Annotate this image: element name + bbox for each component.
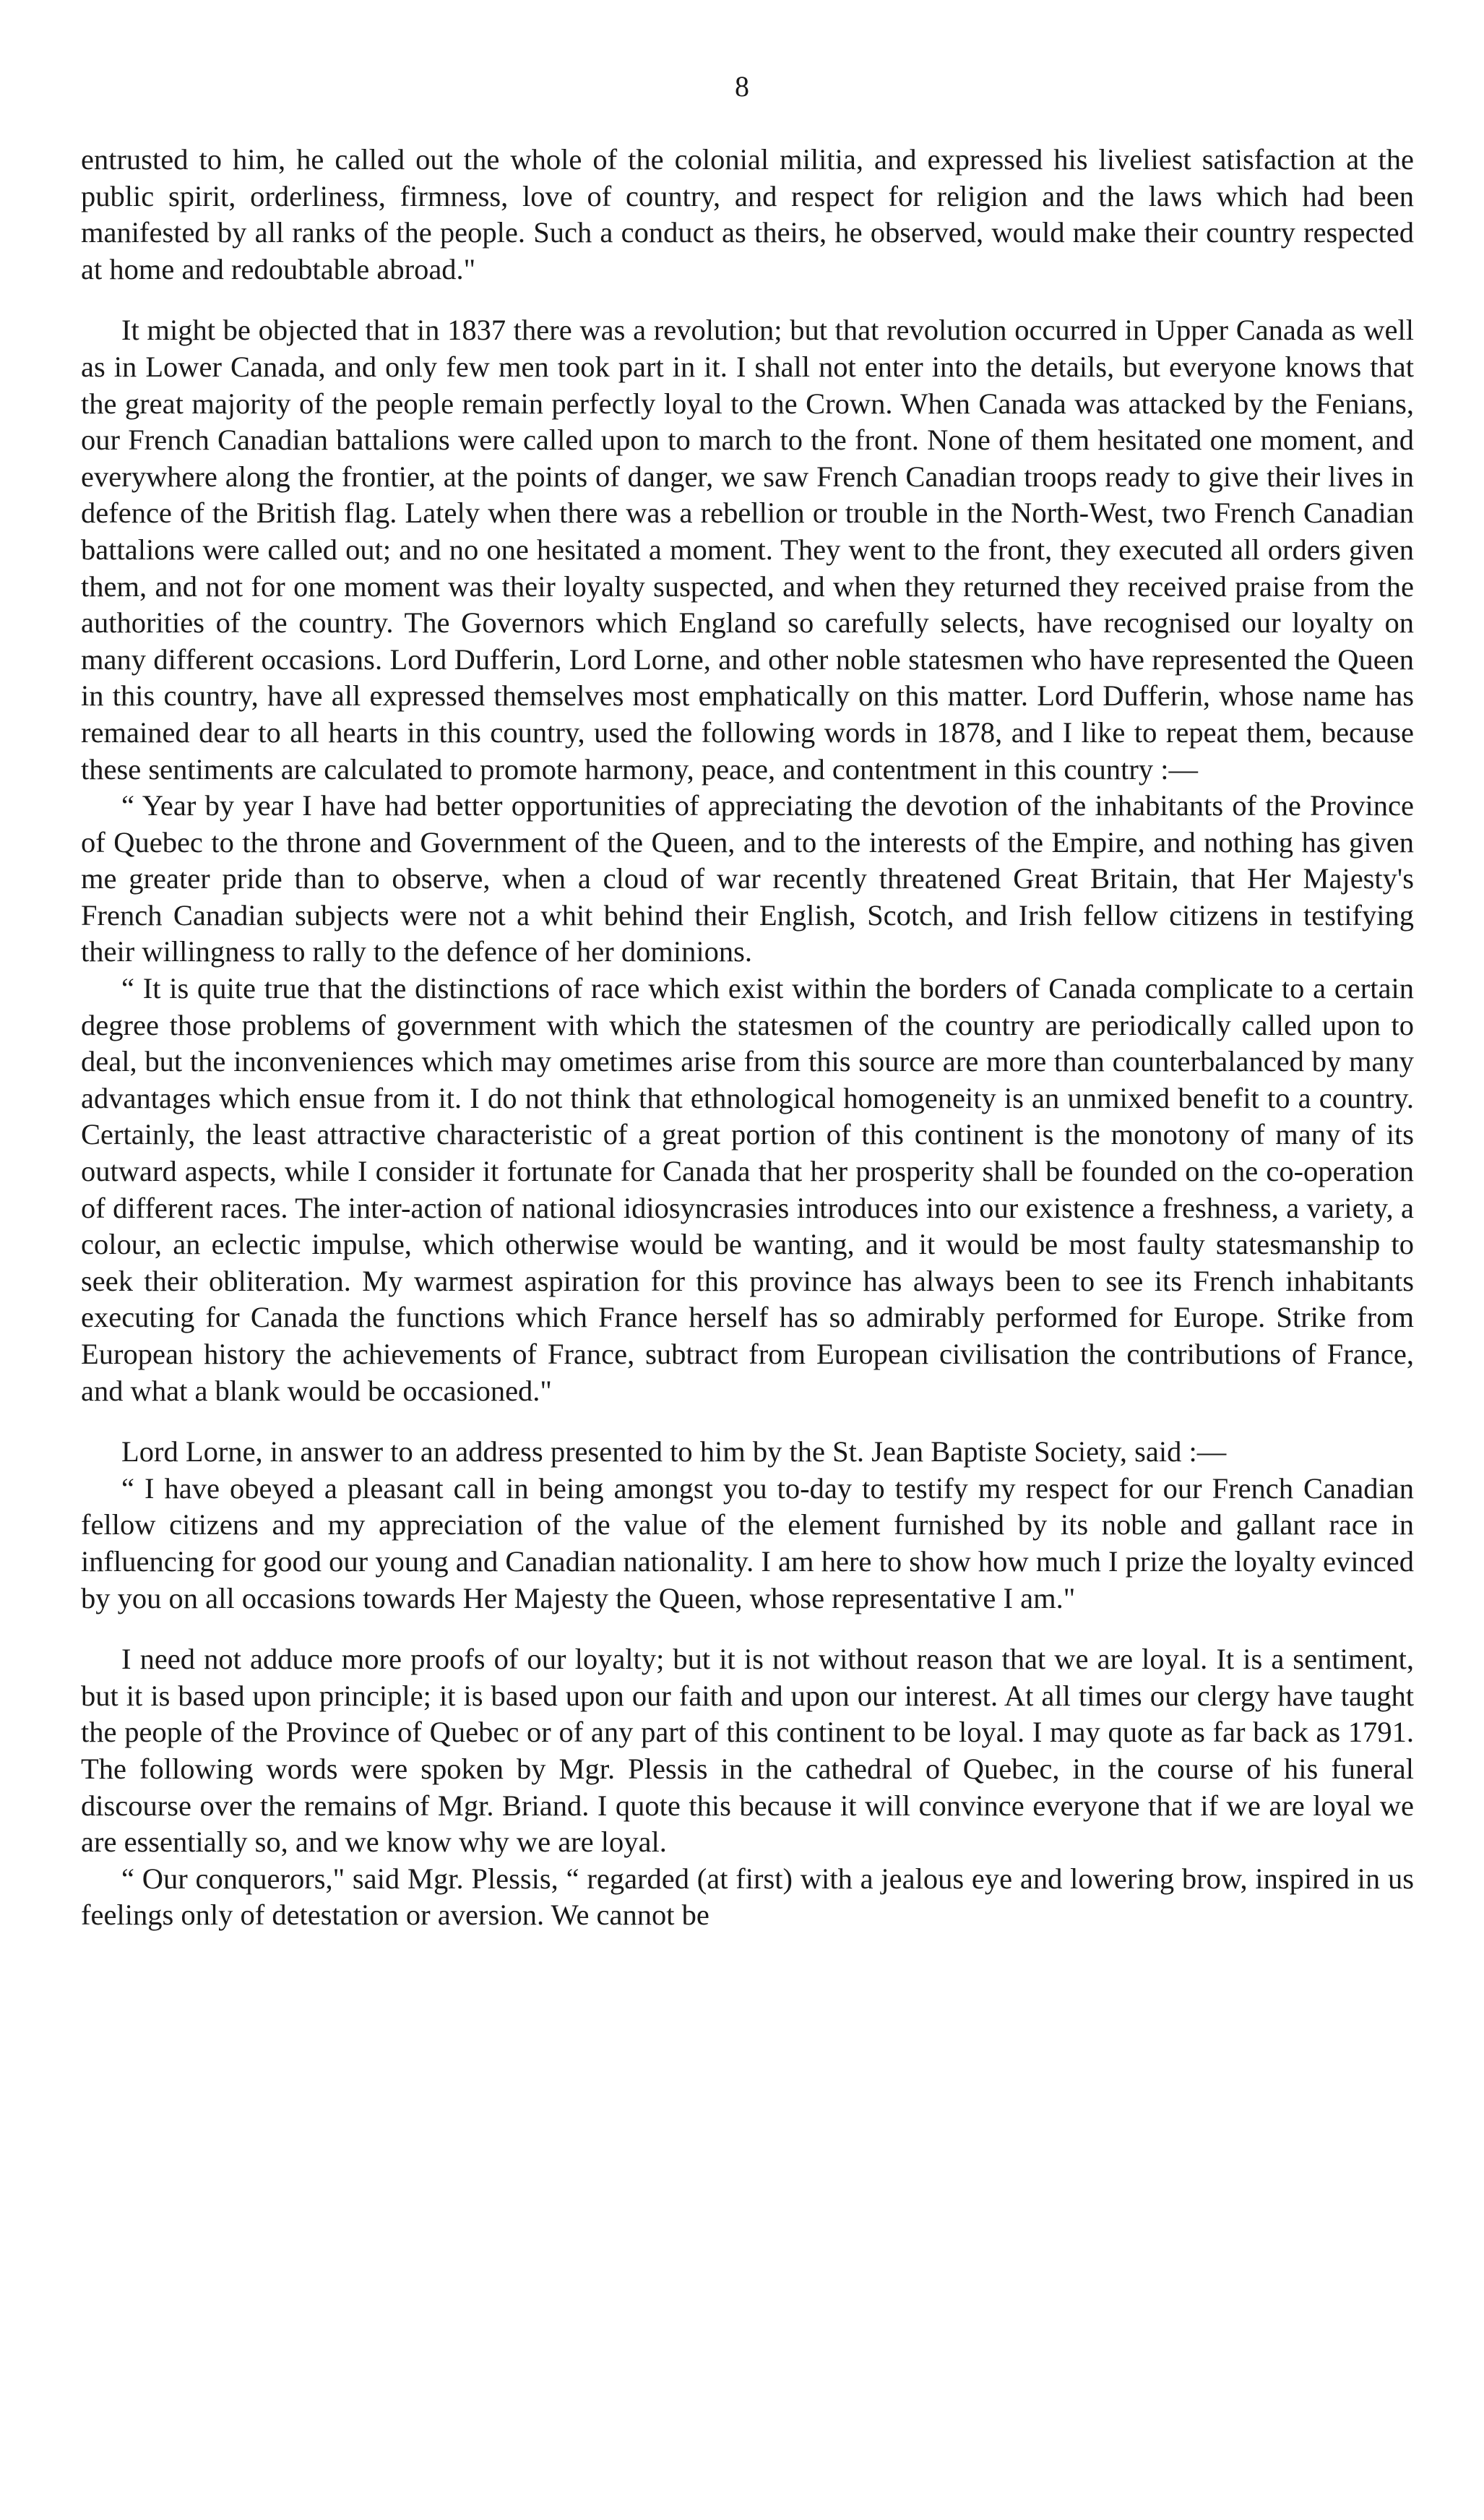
- paragraph-loyalty-principle: I need not adduce more proofs of our loyalty; but it is not without reason that we are loyal. It is a sentiment, but it is based upon principle; it is based upon our faith and upon our interest. At all times our clergy have taught the people of the Province of Quebec or of any part of this continent to be loyal. I may quote as far back as 1791. The following words were spoken by Mgr. Plessis in the cathedral of Quebec, in the course of his funeral discourse over the remains of Mgr. Briand. I quote this because it will convince everyone that if we are loyal we are essentially so, and we know why we are loyal.: [81, 1643, 1414, 1859]
- paragraph-lorne-quote: “ I have obeyed a pleasant call in being amongst you to-day to testify my respect for our French Canadian fellow citizens and my appreciation of the value of the element furnished by its noble and gallant race in influencing for good our young and Canadian nationality. I am here to show how much I prize the loyalty evinced by you on all occasions towards Her Majesty the Queen, whose representative I am.": [81, 1471, 1414, 1614]
- paragraph-dufferin-quote-2: “ It is quite true that the distinctions of race which exist within the borders of Canada complicate to a certain degree those problems of government with which the statesmen of the country are periodically called upon to deal, but the inconveniences which may ometimes arise from this source are more than counterbalanced by many advantages which ensue from it. I do not think that ethnological homogeneity is an unmixed benefit to a country. Certainly, the least attractive characteristic of a great portion of this continent is the monotony of many of its outward aspects, while I consider it fortunate for Canada that her prosperity shall be founded on the co-operation of different races. The inter-action of national idiosyncrasies introduces into our existence a freshness, a variety, a colour, an eclectic impulse, which otherwise would be wanting, and it would be most faulty statesmanship to seek their obliteration. My warmest aspiration for this province has always been to see its French inhabitants executing for Canada the functions which France herself has so admirably performed for Europe. Strike from European history the achievements of France, subtract from European civilisation the contributions of France, and what a blank would be occasioned.": [81, 972, 1414, 1407]
- paragraph-lorne-intro: Lord Lorne, in answer to an address presented to him by the St. Jean Baptiste Society, said :—: [121, 1435, 1227, 1468]
- paragraph-plessis-quote: “ Our conquerors," said Mgr. Plessis, “ regarded (at first) with a jealous eye and lowering brow, inspired in us feelings only of detestation or aversion. We cannot be: [81, 1862, 1414, 1932]
- paragraph-dufferin-quote-1: “ Year by year I have had better opportunities of appreciating the devotion of the inhabitants of the Province of Quebec to the throne and Government of the Queen, and to the interests of the Empire, and nothing has given me greater pride than to observe, when a cloud of war recently threatened Great Britain, that Her Majesty's French Canadian subjects were not a whit behind their English, Scotch, and Irish fellow citizens in testifying their willingness to rally to the defence of her dominions.: [81, 789, 1414, 968]
- body-text: [81, 142, 1414, 1934]
- paragraph-militia-conclusion: entrusted to him, he called out the whole of the colonial militia, and expressed his liveliest satisfaction at the public spirit, orderliness, firmness, love of country, and respect for religion and the laws which had been manifested by all ranks of the people. Such a conduct as theirs, he observed, would make their country respected at home and redoubtable abroad.": [81, 143, 1414, 285]
- paragraph-revolution-1837: It might be objected that in 1837 there was a revolution; but that revolution occurred in Upper Canada as well as in Lower Canada, and only few men took part in it. I shall not enter into the details, but everyone knows that the great majority of the people remain perfectly loyal to the Crown. When Canada was attacked by the Fenians, our French Canadian battalions were called upon to march to the front. None of them hesitated one moment, and everywhere along the frontier, at the points of danger, we saw French Canadian troops ready to give their lives in defence of the British flag. Lately when there was a rebellion or trouble in the North-West, two French Canadian battalions were called out; and no one hesitated a moment. They went to the front, they executed all orders given them, and not for one moment was their loyalty suspected, and when they returned they received praise from the authorities of the country. The Governors which England so carefully selects, have recognised our loyalty on many different occasions. Lord Dufferin, Lord Lorne, and other noble statesmen who have represented the Queen in this country, have all expressed themselves most emphatically on this matter. Lord Dufferin, whose name has remained dear to all hearts in this country, used the following words in 1878, and I like to repeat them, because these sentiments are calculated to promote harmony, peace, and contentment in this country :—: [81, 314, 1414, 786]
- page-number: 8: [735, 70, 749, 103]
